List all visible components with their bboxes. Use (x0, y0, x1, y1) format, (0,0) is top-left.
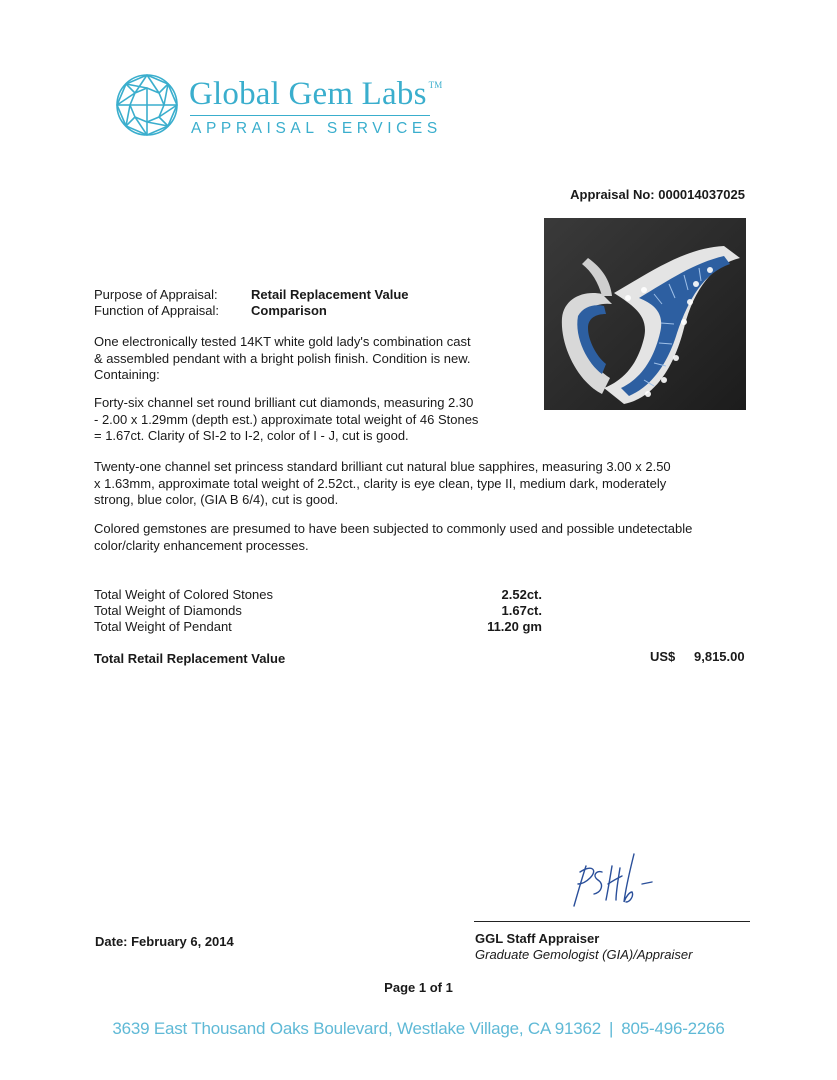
retail-value-currency: US$ (650, 649, 676, 664)
page-number: Page 1 of 1 (384, 980, 453, 995)
trademark-mark: TM (428, 80, 443, 90)
logo-divider (190, 115, 430, 116)
sapphires-description: Twenty-one channel set princess standard brilliant cut natural blue sapphires, measuring 3.00 x 2.50 x 1.63mm, approximate total weight of 2.52ct., clarity is eye clean, type II, medium dark, moderately strong, blue color, (GIA B 6/4), cut is good. (94, 459, 671, 507)
function-value: Comparison (251, 303, 327, 318)
total-colored-stones-value: 2.52ct. (501, 587, 542, 602)
total-pendant-label: Total Weight of Pendant (94, 619, 232, 634)
brand-subtitle: APPRAISAL SERVICES (191, 120, 442, 137)
total-diamonds-label: Total Weight of Diamonds (94, 603, 242, 618)
item-description: One electronically tested 14KT white gold lady's combination cast & assembled pendant with a bright polish finish. Condition is new. Containing: (94, 334, 471, 382)
signature-line (474, 921, 750, 922)
purpose-label: Purpose of Appraisal: (94, 287, 218, 302)
appraiser-signature (560, 848, 670, 910)
appraisal-number: Appraisal No: 000014037025 (570, 187, 745, 202)
purpose-value: Retail Replacement Value (251, 287, 409, 302)
appraisal-date: Date: February 6, 2014 (95, 934, 234, 949)
diamonds-description: Forty-six channel set round brilliant cut diamonds, measuring 2.30 - 2.00 x 1.29mm (depth est.) approximate total weight of 46 Stones = 1.67ct. Clarity of SI-2 to I-2, color of I - J, cut is good. (94, 395, 479, 443)
total-colored-stones-label: Total Weight of Colored Stones (94, 587, 273, 602)
appraiser-name: GGL Staff Appraiser (475, 931, 600, 946)
footer-separator: | (609, 1019, 614, 1038)
appraiser-title: Graduate Gemologist (GIA)/Appraiser (475, 947, 693, 962)
retail-value-label: Total Retail Replacement Value (94, 651, 286, 666)
footer-phone: 805-496-2266 (621, 1019, 725, 1038)
total-pendant-value: 11.20 gm (487, 619, 542, 634)
footer-contact (0, 1019, 837, 1039)
function-label: Function of Appraisal: (94, 303, 220, 318)
enhancement-disclaimer: Colored gemstones are presumed to have been subjected to commonly used and possible undetectable color/clarity enhancement processes. (94, 521, 693, 553)
footer-address: 3639 East Thousand Oaks Boulevard, Westlake Village, CA 91362 (112, 1019, 601, 1038)
brand-name: Global Gem Labs ™ (189, 76, 443, 112)
total-diamonds-value: 1.67ct. (501, 603, 542, 618)
gem-logo-icon (114, 72, 180, 138)
retail-value-amount: 9,815.00 (694, 649, 745, 664)
